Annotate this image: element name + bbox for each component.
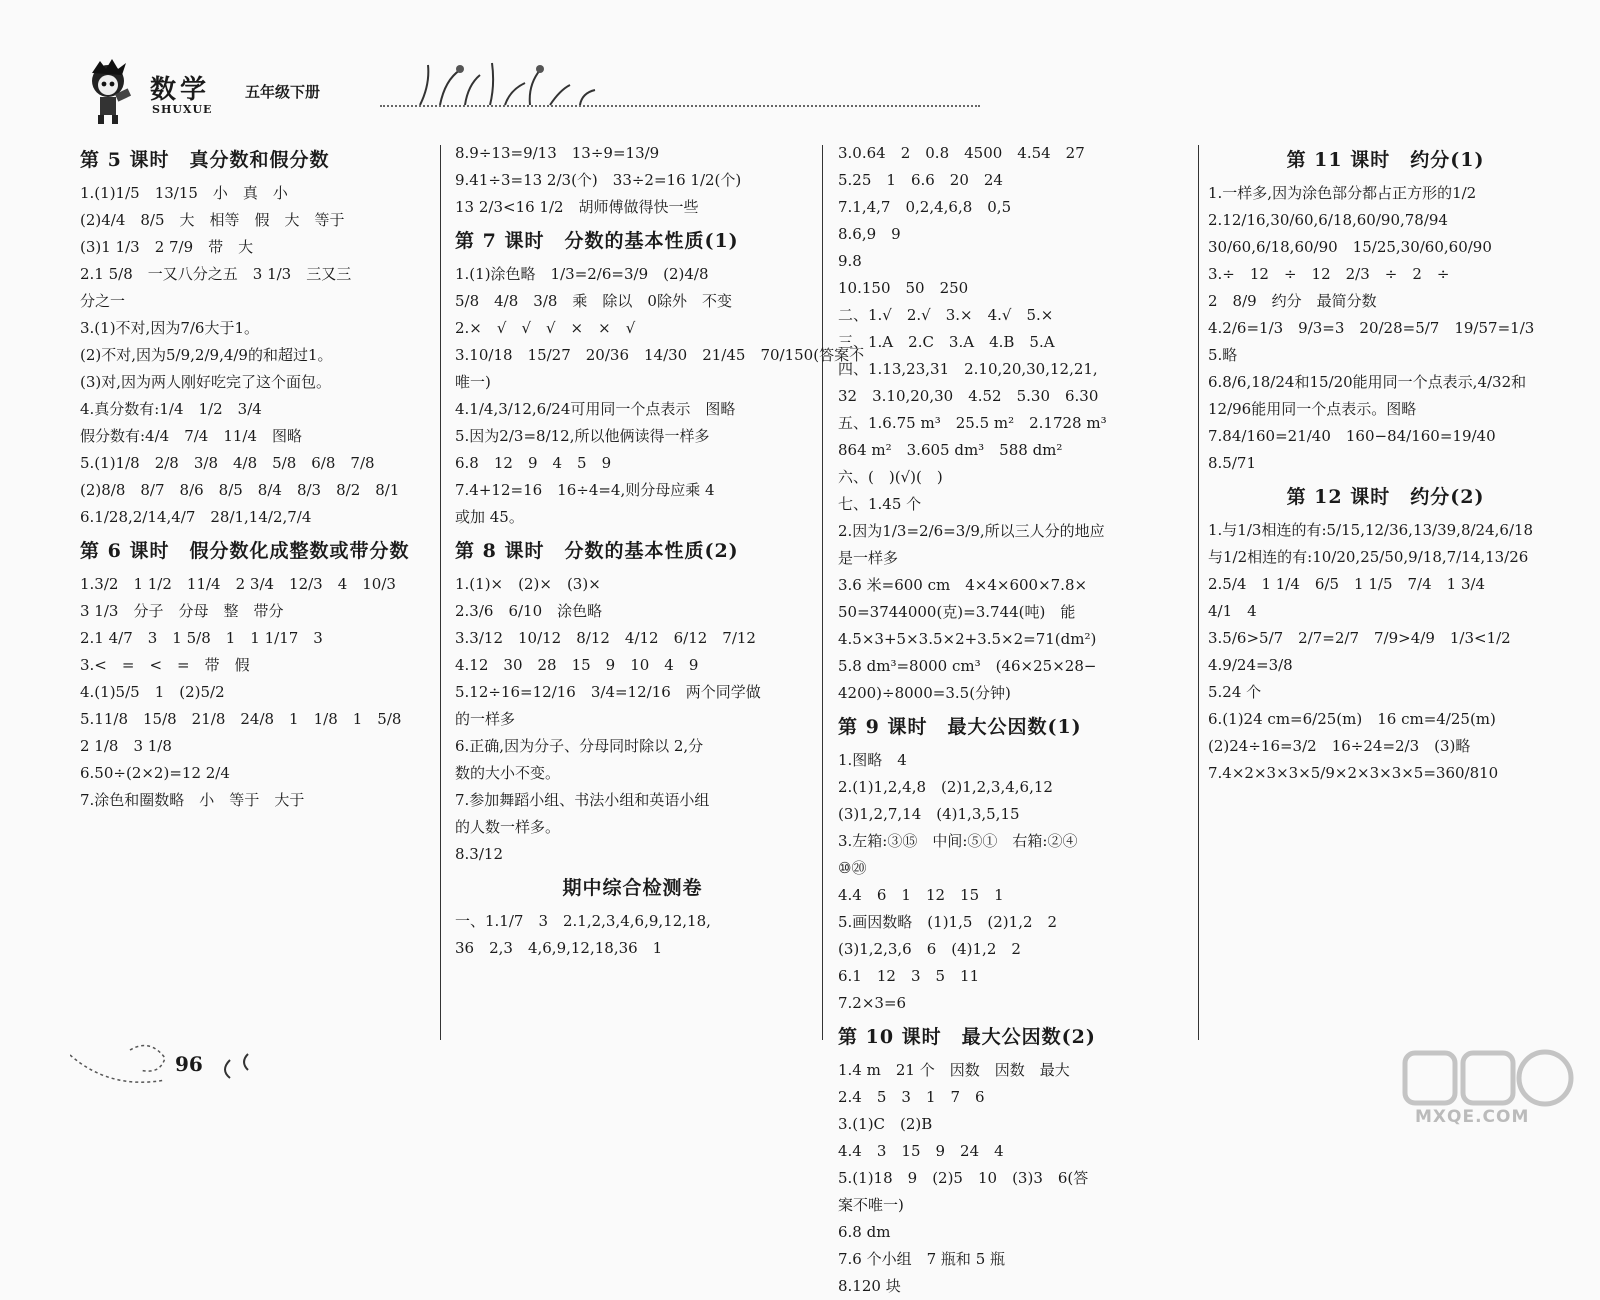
answer-line: 4.1/4,3/12,6/24可用同一个点表示 图略 bbox=[455, 400, 736, 418]
section-heading: 第 5 课时 真分数和假分数 bbox=[80, 149, 330, 171]
answer-line: 3.左箱:③⑮ 中间:⑤① 右箱:②④ bbox=[838, 832, 1078, 850]
subject-pinyin: SHUXUE bbox=[152, 103, 213, 116]
answer-line: 6.8/6,18/24和15/20能用同一个点表示,4/32和 bbox=[1208, 373, 1527, 391]
answer-line: 6.1 12 3 5 11 bbox=[838, 967, 980, 985]
answer-line: 4200)÷8000=3.5(分钟) bbox=[838, 684, 1011, 702]
watermark-site: MXQE.COM bbox=[1415, 1107, 1530, 1127]
answer-line: (3)1 1/3 2 7/9 带 大 bbox=[80, 238, 254, 256]
answer-line: 是一样多 bbox=[838, 549, 899, 567]
answer-line: 2.5/4 1 1/4 6/5 1 1/5 7/4 1 3/4 bbox=[1208, 575, 1486, 593]
answer-line: 3.< = < = 带 假 bbox=[80, 656, 250, 674]
answer-line: (2)4/4 8/5 大 相等 假 大 等于 bbox=[80, 211, 345, 229]
answer-line: 36 2,3 4,6,9,12,18,36 1 bbox=[455, 939, 663, 957]
answer-line: 10.150 50 250 bbox=[838, 279, 969, 297]
column-divider bbox=[1198, 145, 1199, 1040]
answer-line: 4.12 30 28 15 9 10 4 9 bbox=[455, 656, 699, 674]
answer-line: 50=3744000(克)=3.744(吨) 能 bbox=[838, 603, 1076, 621]
answer-column-1 bbox=[80, 140, 420, 814]
answer-line: 与1/2相连的有:10/20,25/50,9/18,7/14,13/26 bbox=[1208, 548, 1529, 566]
answer-line: 7.4×2×3×3×5/9×2×3×3×5=360/810 bbox=[1208, 764, 1499, 782]
answer-line: 5.25 1 6.6 20 24 bbox=[838, 171, 1003, 189]
answer-line: 唯一) bbox=[455, 373, 491, 391]
answer-line: 7.2×3=6 bbox=[838, 994, 907, 1012]
answer-line: 7.84/160=21/40 160−84/160=19/40 bbox=[1208, 427, 1496, 445]
answer-line: 2.4 5 3 1 7 6 bbox=[838, 1088, 985, 1106]
answer-line: 12/96能用同一个点表示。图略 bbox=[1208, 400, 1417, 418]
answer-column-4 bbox=[1208, 140, 1563, 787]
page-number: 96 bbox=[175, 1052, 203, 1076]
section-heading: 第 8 课时 分数的基本性质(2) bbox=[455, 540, 739, 562]
answer-line: 3 1/3 分子 分母 整 带分 bbox=[80, 602, 284, 620]
answer-line: 5.因为2/3=8/12,所以他俩读得一样多 bbox=[455, 427, 710, 445]
answer-line: ⑩⑳ bbox=[838, 859, 867, 877]
answer-line: (3)1,2,3,6 6 (4)1,2 2 bbox=[838, 940, 1021, 958]
mascot-icon bbox=[80, 55, 140, 125]
answer-line: 二、1.√ 2.√ 3.× 4.√ 5.× bbox=[838, 306, 1054, 324]
answer-line: 5.画因数略 (1)1,5 (2)1,2 2 bbox=[838, 913, 1058, 931]
answer-line: 5.8 dm³=8000 cm³ (46×25×28− bbox=[838, 657, 1097, 675]
answer-line: 六、( )(√)( ) bbox=[838, 468, 943, 486]
answer-line: 6.(1)24 cm=6/25(m) 16 cm=4/25(m) bbox=[1208, 710, 1496, 728]
column-divider bbox=[822, 145, 823, 1040]
answer-line: 3.(1)不对,因为7/6大于1。 bbox=[80, 319, 260, 337]
answer-line: 5.11/8 15/8 21/8 24/8 1 1/8 1 5/8 bbox=[80, 710, 402, 728]
answer-line: 2 8/9 约分 最简分数 bbox=[1208, 292, 1377, 310]
answer-line: 30/60,6/18,60/90 15/25,30/60,60/90 bbox=[1208, 238, 1492, 256]
answer-line: 6.1/28,2/14,4/7 28/1,14/2,7/4 bbox=[80, 508, 312, 526]
page-header bbox=[70, 55, 990, 135]
answer-line: 分之一 bbox=[80, 292, 126, 310]
answer-line: 7.4+12=16 16÷4=4,则分母应乘 4 bbox=[455, 481, 715, 499]
answer-line: 2.(1)1,2,4,8 (2)1,2,3,4,6,12 bbox=[838, 778, 1053, 796]
section-heading: 第 11 课时 约分(1) bbox=[1286, 149, 1485, 171]
answer-line: 1.(1)1/5 13/15 小 真 小 bbox=[80, 184, 288, 202]
answer-line: 一、1.1/7 3 2.1,2,3,4,6,9,12,18, bbox=[455, 912, 711, 930]
answer-line: 3.÷ 12 ÷ 12 2/3 ÷ 2 ÷ bbox=[1208, 265, 1450, 283]
answer-line: 13 2/3<16 1/2 胡师傅做得快一些 bbox=[455, 198, 699, 216]
answer-line: 6.8 dm bbox=[838, 1223, 891, 1241]
answer-line: 2.3/6 6/10 涂色略 bbox=[455, 602, 603, 620]
answer-line: 3.0.64 2 0.8 4500 4.54 27 bbox=[838, 144, 1085, 162]
answer-line: 7.6 个小组 7 瓶和 5 瓶 bbox=[838, 1250, 1006, 1268]
answer-line: 9.8 bbox=[838, 252, 862, 270]
answer-line: 3.(1)C (2)B bbox=[838, 1115, 933, 1133]
answer-line: 1.一样多,因为涂色部分都占正方形的1/2 bbox=[1208, 184, 1477, 202]
answer-line: 4.9/24=3/8 bbox=[1208, 656, 1293, 674]
answer-line: 3.6 米=600 cm 4×4×600×7.8× bbox=[838, 576, 1088, 594]
answer-line: 4.4 3 15 9 24 4 bbox=[838, 1142, 1004, 1160]
answer-line: 的一样多 bbox=[455, 710, 516, 728]
answer-line: 2 1/8 3 1/8 bbox=[80, 737, 172, 755]
section-heading: 第 7 课时 分数的基本性质(1) bbox=[455, 230, 739, 252]
answer-line: 2.1 4/7 3 1 5/8 1 1 1/17 3 bbox=[80, 629, 323, 647]
answer-line: 9.41÷3=13 2/3(个) 33÷2=16 1/2(个) bbox=[455, 171, 742, 189]
answer-line: (2)不对,因为5/9,2/9,4/9的和超过1。 bbox=[80, 346, 333, 364]
answer-line: 4.5×3+5×3.5×2+3.5×2=71(dm²) bbox=[838, 630, 1097, 648]
answer-line: 6.8 12 9 4 5 9 bbox=[455, 454, 612, 472]
answer-line: 4/1 4 bbox=[1208, 602, 1257, 620]
answer-line: 1.(1)涂色略 1/3=2/6=3/9 (2)4/8 bbox=[455, 265, 709, 283]
section-heading: 期中综合检测卷 bbox=[562, 877, 703, 899]
answer-line: 8.5/71 bbox=[1208, 454, 1256, 472]
answer-line: 5.12÷16=12/16 3/4=12/16 两个同学做 bbox=[455, 683, 761, 701]
answer-line: 1.3/2 1 1/2 11/4 2 3/4 12/3 4 10/3 bbox=[80, 575, 396, 593]
section-heading: 第 6 课时 假分数化成整数或带分数 bbox=[80, 540, 410, 562]
answer-line: 的人数一样多。 bbox=[455, 818, 561, 836]
answer-line: 8.9÷13=9/13 13÷9=13/9 bbox=[455, 144, 660, 162]
answer-line: 7.涂色和圈数略 小 等于 大于 bbox=[80, 791, 305, 809]
answer-column-3 bbox=[838, 140, 1183, 1300]
answer-line: 四、1.13,23,31 2.10,20,30,12,21, bbox=[838, 360, 1098, 378]
answer-line: 7.1,4,7 0,2,4,6,8 0,5 bbox=[838, 198, 1012, 216]
answer-line: 4.4 6 1 12 15 1 bbox=[838, 886, 1004, 904]
answer-line: 4.真分数有:1/4 1/2 3/4 bbox=[80, 400, 262, 418]
header-divider bbox=[380, 105, 980, 107]
answer-line: 7.参加舞蹈小组、书法小组和英语小组 bbox=[455, 791, 710, 809]
column-divider bbox=[440, 145, 441, 1040]
answer-line: 8.3/12 bbox=[455, 845, 503, 863]
answer-line: (3)1,2,7,14 (4)1,3,5,15 bbox=[838, 805, 1020, 823]
answer-line: 4.(1)5/5 1 (2)5/2 bbox=[80, 683, 225, 701]
answer-line: 数的大小不变。 bbox=[455, 764, 561, 782]
answer-line: (3)对,因为两人刚好吃完了这个面包。 bbox=[80, 373, 332, 391]
answer-line: 五、1.6.75 m³ 25.5 m² 2.1728 m³ bbox=[838, 414, 1107, 432]
page-footer bbox=[70, 1040, 390, 1100]
answer-line: 2.因为1/3=2/6=3/9,所以三人分的地应 bbox=[838, 522, 1105, 540]
answer-line: 案不唯一) bbox=[838, 1196, 904, 1214]
section-heading: 第 10 课时 最大公因数(2) bbox=[838, 1026, 1096, 1048]
answer-line: 5.(1)1/8 2/8 3/8 4/8 5/8 6/8 7/8 bbox=[80, 454, 375, 472]
answer-line: 2.1 5/8 一又八分之五 3 1/3 三又三 bbox=[80, 265, 352, 283]
section-heading: 第 9 课时 最大公因数(1) bbox=[838, 716, 1082, 738]
answer-line: 3.10/18 15/27 20/36 14/30 21/45 70/150(答案不 bbox=[455, 346, 865, 364]
answer-line: 8.6,9 9 bbox=[838, 225, 901, 243]
answer-line: 七、1.45 个 bbox=[838, 495, 922, 513]
answer-line: 1.与1/3相连的有:5/15,12/36,13/39,8/24,6/18 bbox=[1208, 521, 1534, 539]
answer-line: 或加 45。 bbox=[455, 508, 524, 526]
answer-line: (2)24÷16=3/2 16÷24=2/3 (3)略 bbox=[1208, 737, 1471, 755]
section-heading: 第 12 课时 约分(2) bbox=[1286, 486, 1485, 508]
answer-line: 3.3/12 10/12 8/12 4/12 6/12 7/12 bbox=[455, 629, 756, 647]
answer-line: 2.12/16,30/60,6/18,60/90,78/94 bbox=[1208, 211, 1448, 229]
answer-line: 假分数有:4/4 7/4 11/4 图略 bbox=[80, 427, 303, 445]
answer-line: (2)8/8 8/7 8/6 8/5 8/4 8/3 8/2 8/1 bbox=[80, 481, 400, 499]
answer-line: 864 m² 3.605 dm³ 588 dm² bbox=[838, 441, 1063, 459]
answer-line: 1.图略 4 bbox=[838, 751, 907, 769]
subject-title: 数学 bbox=[150, 75, 211, 105]
answer-line: 3.5/6>5/7 2/7=2/7 7/9>4/9 1/3<1/2 bbox=[1208, 629, 1511, 647]
answer-line: 2.× √ √ √ × × √ bbox=[455, 319, 636, 337]
grade-label: 五年级下册 bbox=[245, 83, 321, 101]
answer-line: 32 3.10,20,30 4.52 5.30 6.30 bbox=[838, 387, 1099, 405]
answer-line: 6.正确,因为分子、分母同时除以 2,分 bbox=[455, 737, 704, 755]
answer-line: 5/8 4/8 3/8 乘 除以 0除外 不变 bbox=[455, 292, 732, 310]
answer-line: 5.(1)18 9 (2)5 10 (3)3 6(答 bbox=[838, 1169, 1089, 1187]
answer-line: 4.2/6=1/3 9/3=3 20/28=5/7 19/57=1/3 bbox=[1208, 319, 1535, 337]
answer-line: 6.50÷(2×2)=12 2/4 bbox=[80, 764, 230, 782]
answer-line: 三、1.A 2.C 3.A 4.B 5.A bbox=[838, 333, 1055, 351]
answer-line: 1.(1)× (2)× (3)× bbox=[455, 575, 601, 593]
answer-line: 1.4 m 21 个 因数 因数 最大 bbox=[838, 1061, 1070, 1079]
answer-line: 5.24 个 bbox=[1208, 683, 1262, 701]
answer-line: 8.120 块 bbox=[838, 1277, 901, 1295]
footer-swirl-icon bbox=[70, 1040, 390, 1100]
answer-line: 5.略 bbox=[1208, 346, 1238, 364]
